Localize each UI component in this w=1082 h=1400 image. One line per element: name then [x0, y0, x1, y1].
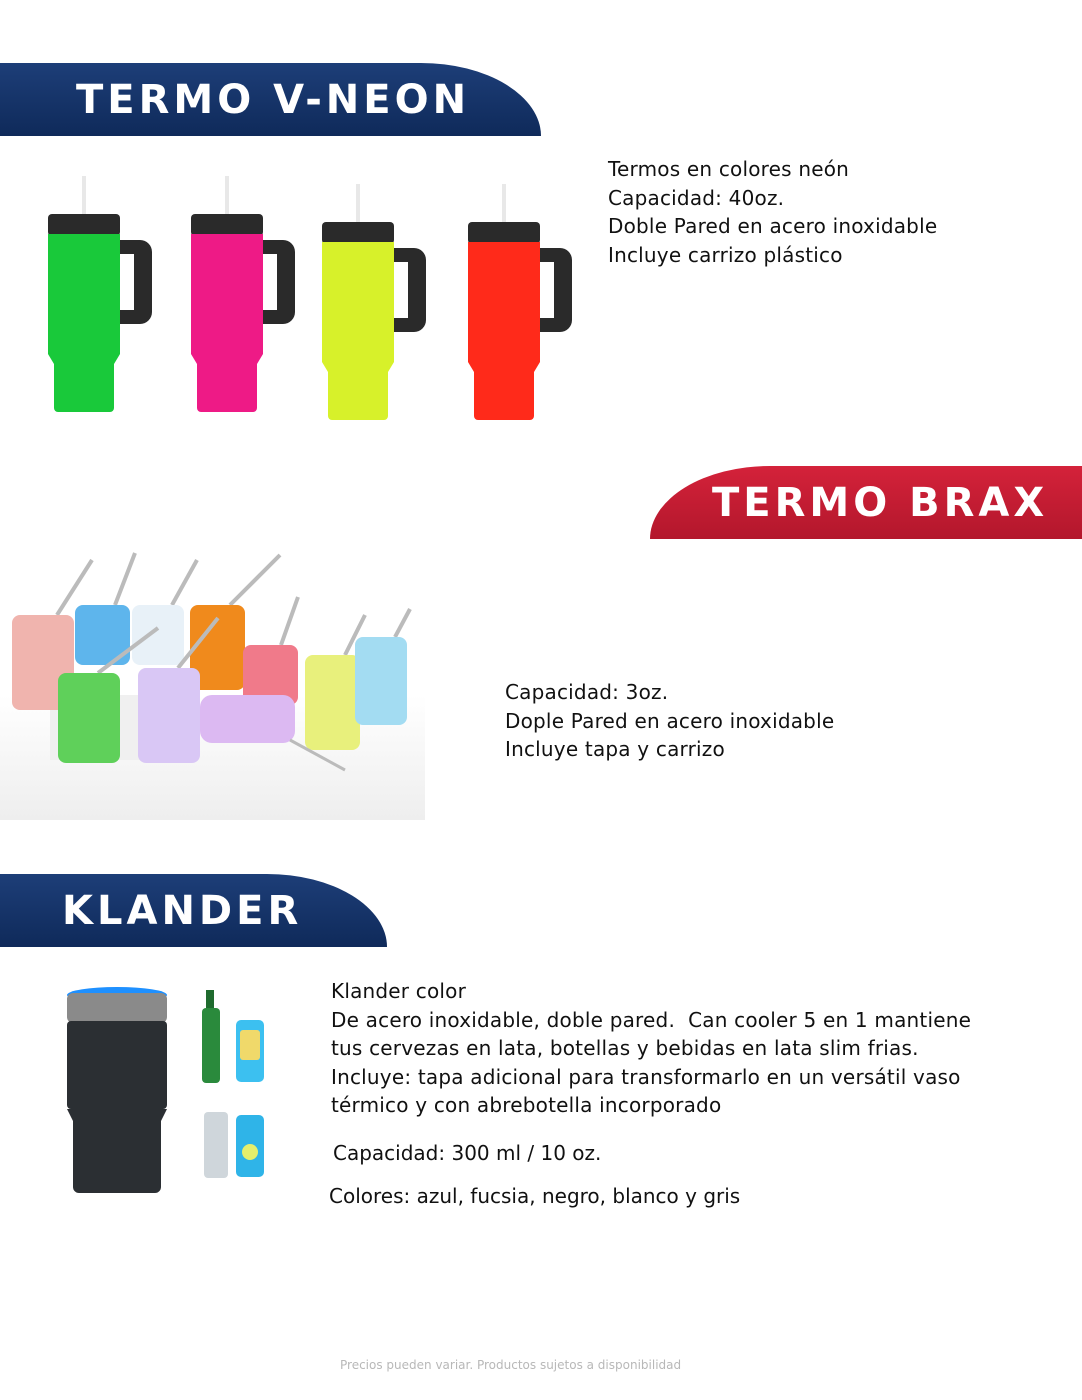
- tumbler-green: [48, 176, 152, 412]
- section-banner-brax: [650, 466, 1082, 539]
- vneon-tumblers-image: [40, 170, 585, 430]
- klander-uses-image: [198, 990, 268, 1185]
- tumbler-red: [468, 184, 572, 420]
- tumbler-yellow: [322, 184, 426, 420]
- section-banner-vneon: [0, 63, 541, 136]
- brax-description: [505, 678, 834, 764]
- klander-line: térmico y con abrebotella incorporado: [331, 1093, 722, 1117]
- section-title-klander: KLANDER: [62, 887, 303, 934]
- vneon-line: Capacidad: 40oz.: [608, 185, 785, 210]
- section-banner-klander: [0, 874, 387, 947]
- vneon-description: [608, 155, 937, 269]
- klander-can-cooler-image: [60, 985, 175, 1195]
- klander-line: De acero inoxidable, doble pared. Can cooler 5 en 1 mantiene: [331, 1007, 972, 1032]
- vneon-line: Termos en colores neón: [608, 157, 850, 181]
- section-title-brax: TERMO BRAX: [712, 479, 1049, 526]
- brax-line: Dople Pared en acero inoxidable: [505, 708, 835, 733]
- brax-line: Capacidad: 3oz.: [505, 680, 669, 704]
- mini-cup-group: [12, 553, 410, 770]
- klander-colors: Colores: azul, fucsia, negro, blanco y gris: [329, 1184, 741, 1208]
- vneon-line: Incluye carrizo plástico: [608, 242, 843, 267]
- klander-capacity: Capacidad: 300 ml / 10 oz.: [333, 1141, 602, 1165]
- footer-disclaimer: Precios pueden variar. Productos sujetos a disponibilidad: [340, 1358, 682, 1372]
- vneon-line: Doble Pared en acero inoxidable: [608, 214, 938, 238]
- klander-line: Incluye: tapa adicional para transformarlo en un versátil vaso: [331, 1064, 961, 1089]
- tumbler-pink: [191, 176, 295, 412]
- klander-line: tus cervezas en lata, botellas y bebidas en lata slim frias.: [331, 1036, 919, 1060]
- section-title-vneon: TERMO V-NEON: [76, 76, 471, 123]
- brax-line: Incluye tapa y carrizo: [505, 737, 725, 761]
- klander-description: [331, 977, 971, 1120]
- brax-mini-tumblers-image: [0, 545, 425, 820]
- klander-line: Klander color: [331, 979, 467, 1003]
